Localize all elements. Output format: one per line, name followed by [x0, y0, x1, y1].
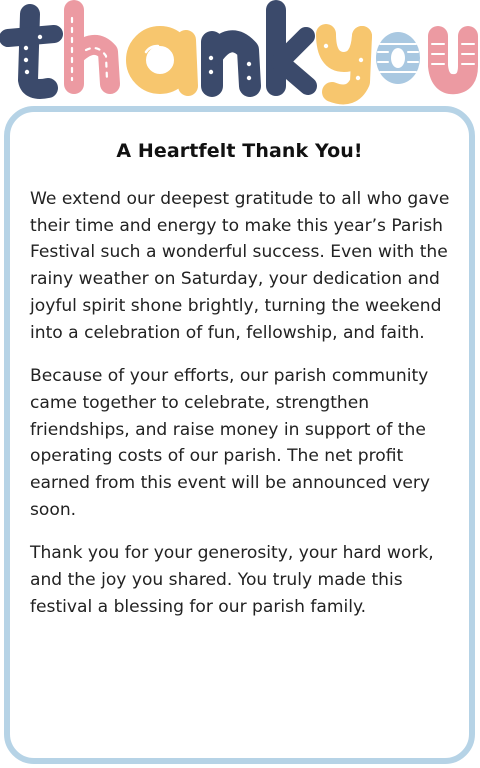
letter-t-graphic: [8, 14, 54, 89]
paragraph-community: Because of your efforts, our parish community came together to celebrate, strengthen friendships, and raise money in support of the operating costs of our parish. The net profit earned from this event will be announced very soon.: [30, 366, 431, 520]
letter-a-graphic: [136, 36, 188, 86]
letter-y-graphic: [324, 34, 363, 94]
letter-h-graphic: [72, 10, 110, 84]
letter-n-graphic: [209, 41, 251, 86]
card-title: A Heartfelt Thank You!: [116, 140, 363, 162]
paragraph-gratitude: We extend our deepest gratitude to all who gave their time and energy to make this year’s Parish Festival such a wonderful success. Even with the rainy weather on Saturday, your dedication and joyful spirit shone brightly, turning the weekend into a celebration of fun, fellowship, and faith.: [30, 189, 450, 343]
card-body: [30, 186, 455, 638]
thank-you-wordmark-graphic: [0, 0, 480, 110]
paragraph-closing: Thank you for your generosity, your hard work, and the joy you shared. You truly made this festival a blessing for our parish family.: [30, 543, 434, 617]
letter-o-graphic: [376, 32, 420, 84]
thank-you-card: [4, 106, 475, 764]
thank-you-banner: [0, 0, 480, 110]
letter-k-graphic: [276, 10, 308, 86]
letter-u-graphic: [432, 36, 474, 84]
